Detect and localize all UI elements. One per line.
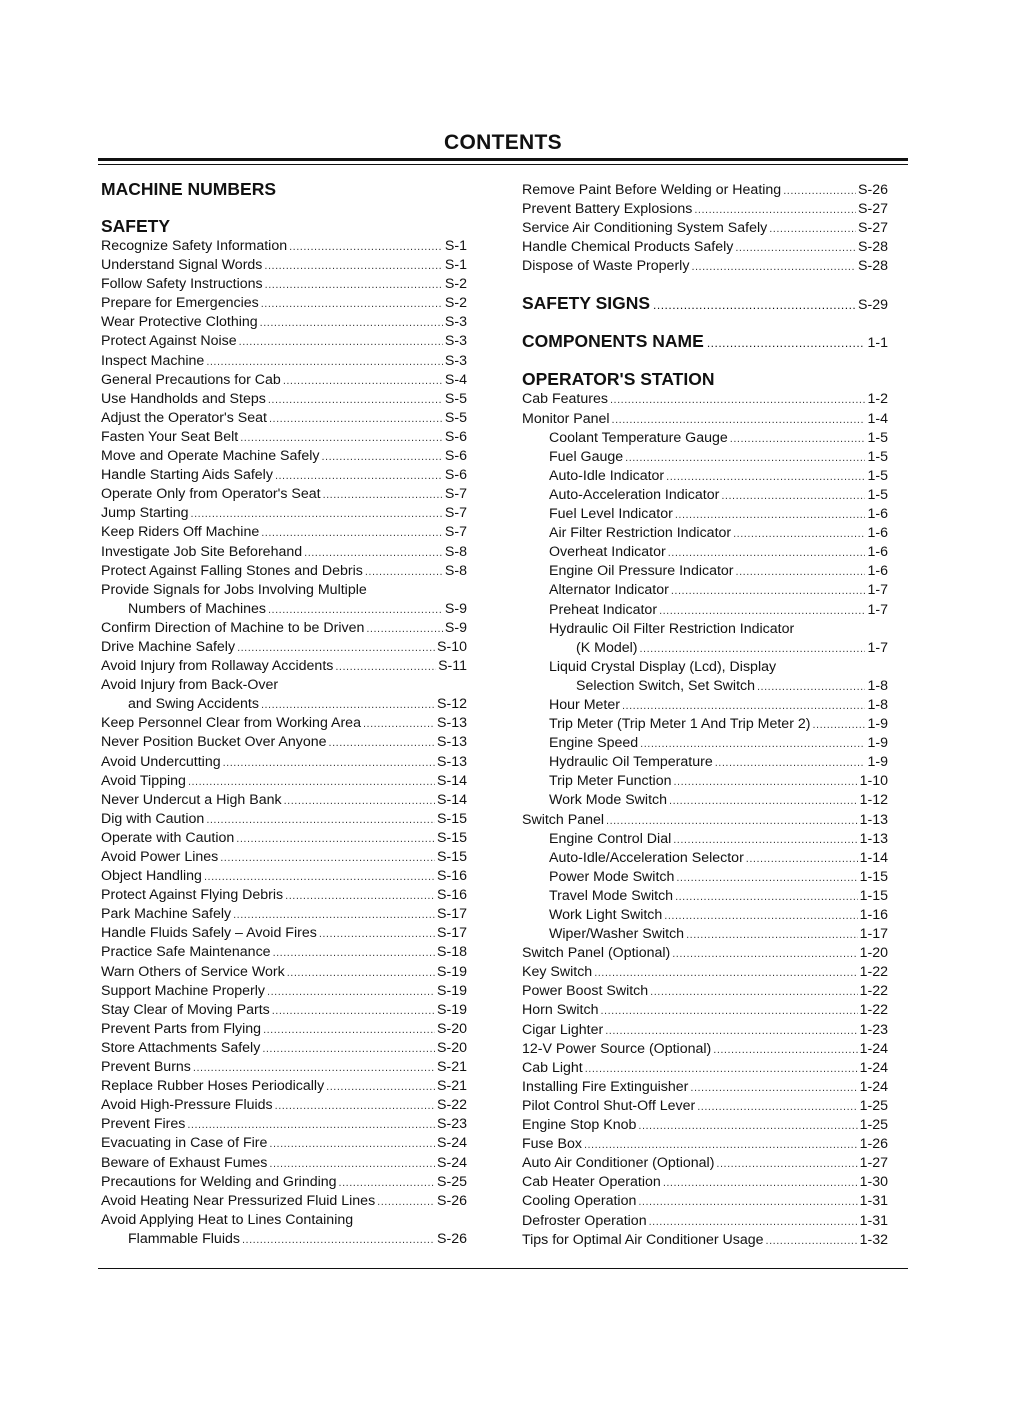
toc-entry[interactable]: Fuel Gauge ..... 1-5 xyxy=(522,448,888,467)
toc-entry[interactable]: Cooling Operation ..... 1-31 xyxy=(522,1192,888,1211)
toc-entry[interactable]: Service Air Conditioning System Safely ..... S-27 xyxy=(522,219,888,238)
toc-entry[interactable]: Keep Riders Off Machine ..... S-7 xyxy=(101,523,467,542)
toc-entry[interactable]: Air Filter Restriction Indicator ..... 1-6 xyxy=(522,524,888,543)
toc-entry[interactable]: Provide Signals for Jobs Involving Multiple xyxy=(101,581,367,598)
toc-entry[interactable]: Remove Paint Before Welding or Heating ..... S-26 xyxy=(522,181,888,200)
toc-entry[interactable]: Handle Starting Aids Safely ..... S-6 xyxy=(101,466,467,485)
toc-entry[interactable]: Hydraulic Oil Temperature ..... 1-9 xyxy=(522,753,888,772)
toc-entry[interactable]: Alternator Indicator ..... 1-7 xyxy=(522,581,888,600)
toc-entry[interactable]: Practice Safe Maintenance ..... S-18 xyxy=(101,943,467,962)
toc-entry[interactable]: Travel Mode Switch ..... 1-15 xyxy=(522,887,888,906)
toc-entry[interactable]: Trip Meter Function ..... 1-10 xyxy=(522,772,888,791)
toc-entry[interactable]: Jump Starting ..... S-7 xyxy=(101,504,467,523)
toc-entry[interactable]: Hour Meter ..... 1-8 xyxy=(522,696,888,715)
toc-entry[interactable]: Switch Panel (Optional) ..... 1-20 xyxy=(522,944,888,963)
toc-entry[interactable]: 12-V Power Source (Optional) ..... 1-24 xyxy=(522,1040,888,1059)
toc-entry[interactable]: Confirm Direction of Machine to be Driven ..... S-9 xyxy=(101,619,467,638)
toc-entry[interactable]: Hydraulic Oil Filter Restriction Indicator xyxy=(549,620,795,637)
toc-entry[interactable]: Never Undercut a High Bank ..... S-14 xyxy=(101,791,467,810)
toc-entry[interactable]: Overheat Indicator ..... 1-6 xyxy=(522,543,888,562)
toc-entry[interactable]: Keep Personnel Clear from Working Area ..... S-13 xyxy=(101,714,467,733)
toc-entry[interactable]: Park Machine Safely ..... S-17 xyxy=(101,905,467,924)
toc-entry[interactable]: Avoid Tipping ..... S-14 xyxy=(101,772,467,791)
toc-entry[interactable]: Auto-Acceleration Indicator ..... 1-5 xyxy=(522,486,888,505)
toc-entry[interactable]: Cab Features ..... 1-2 xyxy=(522,390,888,409)
toc-entry[interactable]: Beware of Exhaust Fumes ..... S-24 xyxy=(101,1154,467,1173)
toc-entry[interactable]: Operate Only from Operator's Seat ..... S-7 xyxy=(101,485,467,504)
toc-entry[interactable]: Auto Air Conditioner (Optional) ..... 1-27 xyxy=(522,1154,888,1173)
toc-entry[interactable]: Avoid High-Pressure Fluids ..... S-22 xyxy=(101,1096,467,1115)
toc-entry[interactable]: Horn Switch ..... 1-22 xyxy=(522,1001,888,1020)
toc-entry[interactable]: Preheat Indicator ..... 1-7 xyxy=(522,601,888,620)
toc-entry[interactable]: Inspect Machine ..... S-3 xyxy=(101,352,467,371)
toc-entry[interactable]: Numbers of Machines ..... S-9 xyxy=(101,600,467,619)
toc-entry[interactable]: Prepare for Emergencies ..... S-2 xyxy=(101,294,467,313)
toc-entry[interactable]: (K Model) ..... 1-7 xyxy=(522,639,888,658)
title-rule xyxy=(98,158,908,165)
toc-entry[interactable]: Warn Others of Service Work ..... S-19 xyxy=(101,963,467,982)
section-machine-numbers[interactable]: MACHINE NUMBERS xyxy=(101,179,276,199)
toc-entry[interactable]: Precautions for Welding and Grinding ..... S-25 xyxy=(101,1173,467,1192)
toc-entry[interactable]: Avoid Injury from Rollaway Accidents ..... S-11 xyxy=(101,657,467,676)
toc-entry[interactable]: Auto-Idle Indicator ..... 1-5 xyxy=(522,467,888,486)
toc-entry[interactable]: Investigate Job Site Beforehand ..... S-8 xyxy=(101,543,467,562)
toc-entry[interactable]: Dispose of Waste Properly ..... S-28 xyxy=(522,257,888,276)
toc-entry[interactable]: Use Handholds and Steps ..... S-5 xyxy=(101,390,467,409)
toc-entry[interactable]: Tips for Optimal Air Conditioner Usage ..... 1-32 xyxy=(522,1231,888,1250)
toc-entry[interactable]: Auto-Idle/Acceleration Selector ..... 1-14 xyxy=(522,849,888,868)
toc-entry[interactable]: Handle Chemical Products Safely ..... S-28 xyxy=(522,238,888,257)
toc-entry[interactable]: Engine Speed ..... 1-9 xyxy=(522,734,888,753)
toc-entry[interactable]: Flammable Fluids ..... S-26 xyxy=(101,1230,467,1249)
toc-entry[interactable]: Operate with Caution ..... S-15 xyxy=(101,829,467,848)
toc-entry[interactable]: Prevent Battery Explosions ..... S-27 xyxy=(522,200,888,219)
page-title: CONTENTS xyxy=(444,131,562,154)
contents-right-column xyxy=(522,181,888,1250)
toc-entry[interactable]: Wear Protective Clothing ..... S-3 xyxy=(101,313,467,332)
toc-entry[interactable]: Liquid Crystal Display (Lcd), Display xyxy=(549,658,777,675)
toc-entry[interactable]: Prevent Burns ..... S-21 xyxy=(101,1058,467,1077)
toc-entry[interactable]: Evacuating in Case of Fire ..... S-24 xyxy=(101,1134,467,1153)
toc-entry[interactable]: Protect Against Noise ..... S-3 xyxy=(101,332,467,351)
toc-entry[interactable]: Engine Stop Knob ..... 1-25 xyxy=(522,1116,888,1135)
toc-entry[interactable]: Avoid Power Lines ..... S-15 xyxy=(101,848,467,867)
toc-entry[interactable]: Follow Safety Instructions ..... S-2 xyxy=(101,275,467,294)
toc-entry[interactable]: Prevent Fires ..... S-23 xyxy=(101,1115,467,1134)
toc-entry[interactable]: Engine Control Dial ..... 1-13 xyxy=(522,830,888,849)
toc-entry[interactable]: Cigar Lighter ..... 1-23 xyxy=(522,1021,888,1040)
toc-entry[interactable]: General Precautions for Cab ..... S-4 xyxy=(101,371,467,390)
toc-entry[interactable]: and Swing Accidents ..... S-12 xyxy=(101,695,467,714)
toc-entry[interactable]: Power Mode Switch ..... 1-15 xyxy=(522,868,888,887)
toc-entry[interactable]: Understand Signal Words ..... S-1 xyxy=(101,256,467,275)
toc-entry[interactable]: Work Mode Switch ..... 1-12 xyxy=(522,791,888,810)
toc-entry[interactable]: Adjust the Operator's Seat ..... S-5 xyxy=(101,409,467,428)
toc-entry[interactable]: Defroster Operation ..... 1-31 xyxy=(522,1212,888,1231)
toc-entry[interactable]: Avoid Applying Heat to Lines Containing xyxy=(101,1211,354,1228)
toc-entry[interactable]: Key Switch ..... 1-22 xyxy=(522,963,888,982)
toc-entry[interactable]: Engine Oil Pressure Indicator ..... 1-6 xyxy=(522,562,888,581)
contents-left-column xyxy=(101,178,467,1249)
toc-entry[interactable]: Never Position Bucket Over Anyone ..... S-13 xyxy=(101,733,467,752)
toc-entry[interactable]: Replace Rubber Hoses Periodically ..... S-21 xyxy=(101,1077,467,1096)
toc-entry[interactable]: Wiper/Washer Switch ..... 1-17 xyxy=(522,925,888,944)
toc-entry[interactable]: Pilot Control Shut-Off Lever ..... 1-25 xyxy=(522,1097,888,1116)
footer-rule xyxy=(98,1268,908,1269)
toc-entry[interactable]: Selection Switch, Set Switch ..... 1-8 xyxy=(522,677,888,696)
section-safety[interactable]: SAFETY xyxy=(101,216,171,236)
toc-entry[interactable]: Power Boost Switch ..... 1-22 xyxy=(522,982,888,1001)
toc-entry[interactable]: Store Attachments Safely ..... S-20 xyxy=(101,1039,467,1058)
toc-entry[interactable]: Installing Fire Extinguisher ..... 1-24 xyxy=(522,1078,888,1097)
section-components-name[interactable]: COMPONENTS NAME ..... 1-1 xyxy=(522,330,888,352)
toc-entry[interactable]: Fuse Box ..... 1-26 xyxy=(522,1135,888,1154)
toc-entry[interactable]: Dig with Caution ..... S-15 xyxy=(101,810,467,829)
toc-entry[interactable]: Switch Panel ..... 1-13 xyxy=(522,811,888,830)
toc-entry[interactable]: Drive Machine Safely ..... S-10 xyxy=(101,638,467,657)
toc-entry[interactable]: Prevent Parts from Flying ..... S-20 xyxy=(101,1020,467,1039)
toc-entry[interactable]: Fuel Level Indicator ..... 1-6 xyxy=(522,505,888,524)
toc-entry[interactable]: Fasten Your Seat Belt ..... S-6 xyxy=(101,428,467,447)
toc-entry[interactable]: Move and Operate Machine Safely ..... S-6 xyxy=(101,447,467,466)
toc-entry[interactable]: Work Light Switch ..... 1-16 xyxy=(522,906,888,925)
toc-entry[interactable]: Cab Heater Operation ..... 1-30 xyxy=(522,1173,888,1192)
toc-entry[interactable]: Coolant Temperature Gauge ..... 1-5 xyxy=(522,429,888,448)
toc-entry[interactable]: Cab Light ..... 1-24 xyxy=(522,1059,888,1078)
toc-entry[interactable]: Stay Clear of Moving Parts ..... S-19 xyxy=(101,1001,467,1020)
toc-entry[interactable]: Handle Fluids Safely – Avoid Fires ..... S-17 xyxy=(101,924,467,943)
toc-entry[interactable]: Recognize Safety Information ..... S-1 xyxy=(101,237,467,256)
toc-entry[interactable]: Support Machine Properly ..... S-19 xyxy=(101,982,467,1001)
toc-entry[interactable]: Avoid Heating Near Pressurized Fluid Lines ..... S-26 xyxy=(101,1192,467,1211)
section-operators-station[interactable]: OPERATOR'S STATION xyxy=(522,369,715,390)
toc-entry[interactable]: Avoid Injury from Back-Over xyxy=(101,677,279,694)
toc-entry[interactable]: Monitor Panel ..... 1-4 xyxy=(522,410,888,429)
toc-entry[interactable]: Trip Meter (Trip Meter 1 And Trip Meter 2) ..... 1-9 xyxy=(522,715,888,734)
toc-entry[interactable]: Protect Against Falling Stones and Debris ..... S-8 xyxy=(101,562,467,581)
toc-entry[interactable]: Avoid Undercutting ..... S-13 xyxy=(101,753,467,772)
section-safety-signs[interactable]: SAFETY SIGNS ..... S-29 xyxy=(522,292,888,314)
toc-entry[interactable]: Object Handling ..... S-16 xyxy=(101,867,467,886)
toc-entry[interactable]: Protect Against Flying Debris ..... S-16 xyxy=(101,886,467,905)
